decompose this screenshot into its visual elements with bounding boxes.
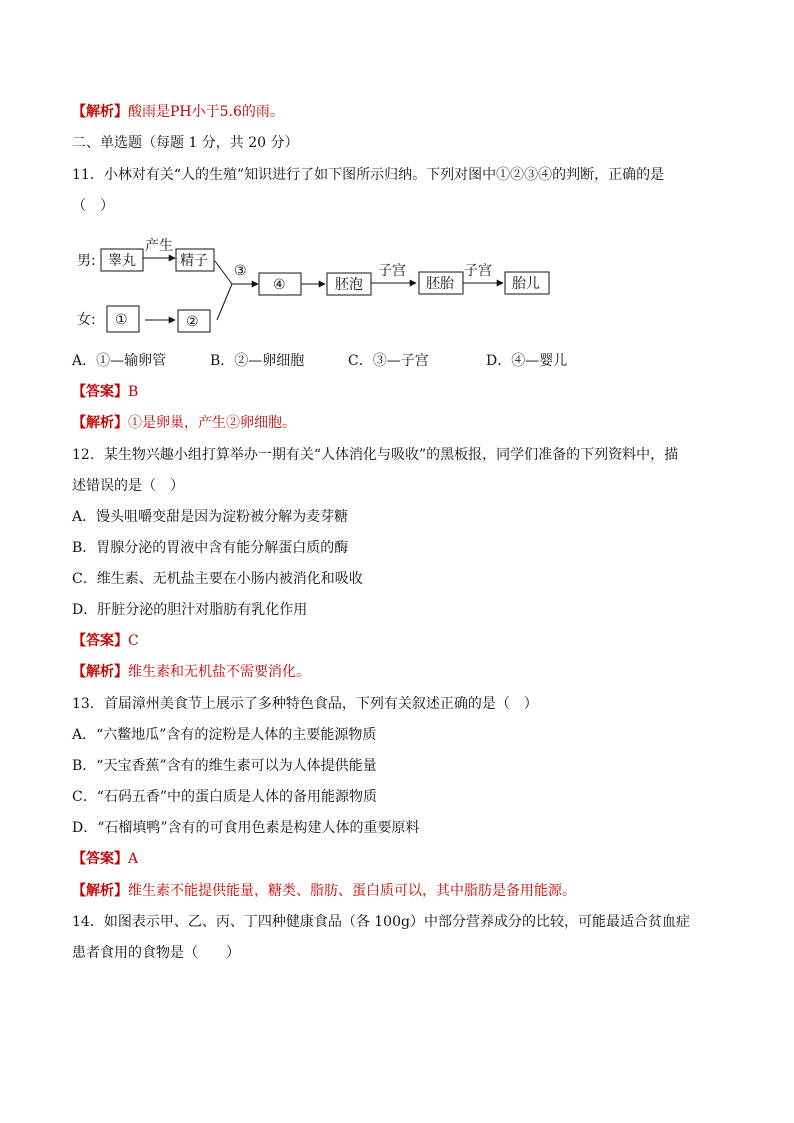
q11-stem-line1: 11．小林对有关“人的生殖”知识进行了如下图所示归纳。下列对图中①②③④的判断，正确的是 <box>72 167 665 183</box>
analysis-text: ①是卵巢，产生②卵细胞。 <box>128 415 296 431</box>
q11-option-a[interactable]: A．①—输卵管 <box>72 353 167 369</box>
q12-analysis <box>72 662 310 682</box>
answer-value: C <box>128 633 139 649</box>
answer-value: A <box>128 851 139 867</box>
analysis-tag: 【解析】 <box>72 415 128 431</box>
q12-option-b[interactable]: B．胃腺分泌的胃液中含有能分解蛋白质的酶 <box>72 540 349 556</box>
analysis-text: 维生素和无机盐不需要消化。 <box>128 664 310 680</box>
circle4-text: ④ <box>273 277 286 293</box>
q12-answer <box>72 631 139 651</box>
uterus1-text: 子宫 <box>378 263 406 279</box>
q11-options <box>72 350 632 370</box>
q13-option-c[interactable]: C．“石码五香”中的蛋白质是人体的备用能源物质 <box>72 789 378 805</box>
fetus-text: 胎儿 <box>512 276 540 292</box>
reproduction-diagram <box>0 0 794 345</box>
analysis-text: 酸雨是PH小于5.6的雨。 <box>128 104 284 120</box>
q12-stem-line2: 述错误的是（ ） <box>72 478 184 494</box>
answer-tag: 【答案】 <box>72 851 128 867</box>
analysis-tag: 【解析】 <box>72 104 128 120</box>
circle1-text: ① <box>115 312 128 328</box>
analysis-tag: 【解析】 <box>72 883 128 899</box>
q13-option-d[interactable]: D．“石榴填鸭”含有的可食用色素是构建人体的重要原料 <box>72 820 420 836</box>
section-title: 二、单选题（每题 1 分，共 20 分） <box>72 135 299 151</box>
q13-analysis <box>72 881 576 901</box>
answer-tag: 【答案】 <box>72 384 128 400</box>
q11-stem-line2: （ ） <box>72 198 114 214</box>
q11-option-b[interactable]: B．②—卵细胞 <box>210 353 305 369</box>
blastocyst-text: 胚泡 <box>335 277 363 293</box>
q11-option-d[interactable]: D．④—婴儿 <box>486 353 568 369</box>
uterus2-text: 子宫 <box>464 263 492 279</box>
merge-line-bottom <box>217 284 232 320</box>
q14-stem-line1: 14．如图表示甲、乙、丙、丁四种健康食品（各 100g）中部分营养成分的比较，可能最适合贫血症 <box>72 914 690 930</box>
q12-stem-line1: 12．某生物兴趣小组打算举办一期有关“人体消化与吸收”的黑板报，同学们准备的下列资料中，描 <box>72 447 679 463</box>
circle2-text: ② <box>186 314 199 330</box>
answer-value: B <box>128 384 139 400</box>
q13-option-b[interactable]: B．“天宝香蕉”含有的维生素可以为人体提供能量 <box>72 758 377 774</box>
answer-tag: 【答案】 <box>72 633 128 649</box>
analysis-text: 维生素不能提供能量，糖类、脂肪、蛋白质可以，其中脂肪是备用能源。 <box>128 883 576 899</box>
testis-text: 睾丸 <box>108 253 136 269</box>
q12-option-d[interactable]: D．肝脏分泌的胆汁对脂肪有乳化作用 <box>72 602 308 618</box>
q12-option-a[interactable]: A．馒头咀嚼变甜是因为淀粉被分解为麦芽糖 <box>72 509 349 525</box>
q13-option-a[interactable]: A．“六鳖地瓜”含有的淀粉是人体的主要能源物质 <box>72 727 377 743</box>
embryo-text: 胚胎 <box>426 276 454 292</box>
q11-analysis <box>72 413 296 433</box>
merge-line-top <box>215 261 232 284</box>
produce-text: 产生 <box>145 238 173 254</box>
q12-option-c[interactable]: C．维生素、无机盐主要在小肠内被消化和吸收 <box>72 571 363 587</box>
q11-option-c[interactable]: C．③—子宫 <box>348 353 429 369</box>
q13-answer <box>72 849 138 869</box>
sperm-text: 精子 <box>180 253 208 269</box>
male-label: 男: <box>77 253 96 269</box>
female-label: 女: <box>77 312 96 328</box>
q14-stem-line2: 患者食用的食物是（ ） <box>72 945 240 961</box>
circle3-text: ③ <box>234 263 247 279</box>
q13-stem-line1: 13．首届漳州美食节上展示了多种特色食品，下列有关叙述正确的是（ ） <box>72 696 538 712</box>
q11-answer <box>72 382 138 402</box>
analysis-tag: 【解析】 <box>72 664 128 680</box>
